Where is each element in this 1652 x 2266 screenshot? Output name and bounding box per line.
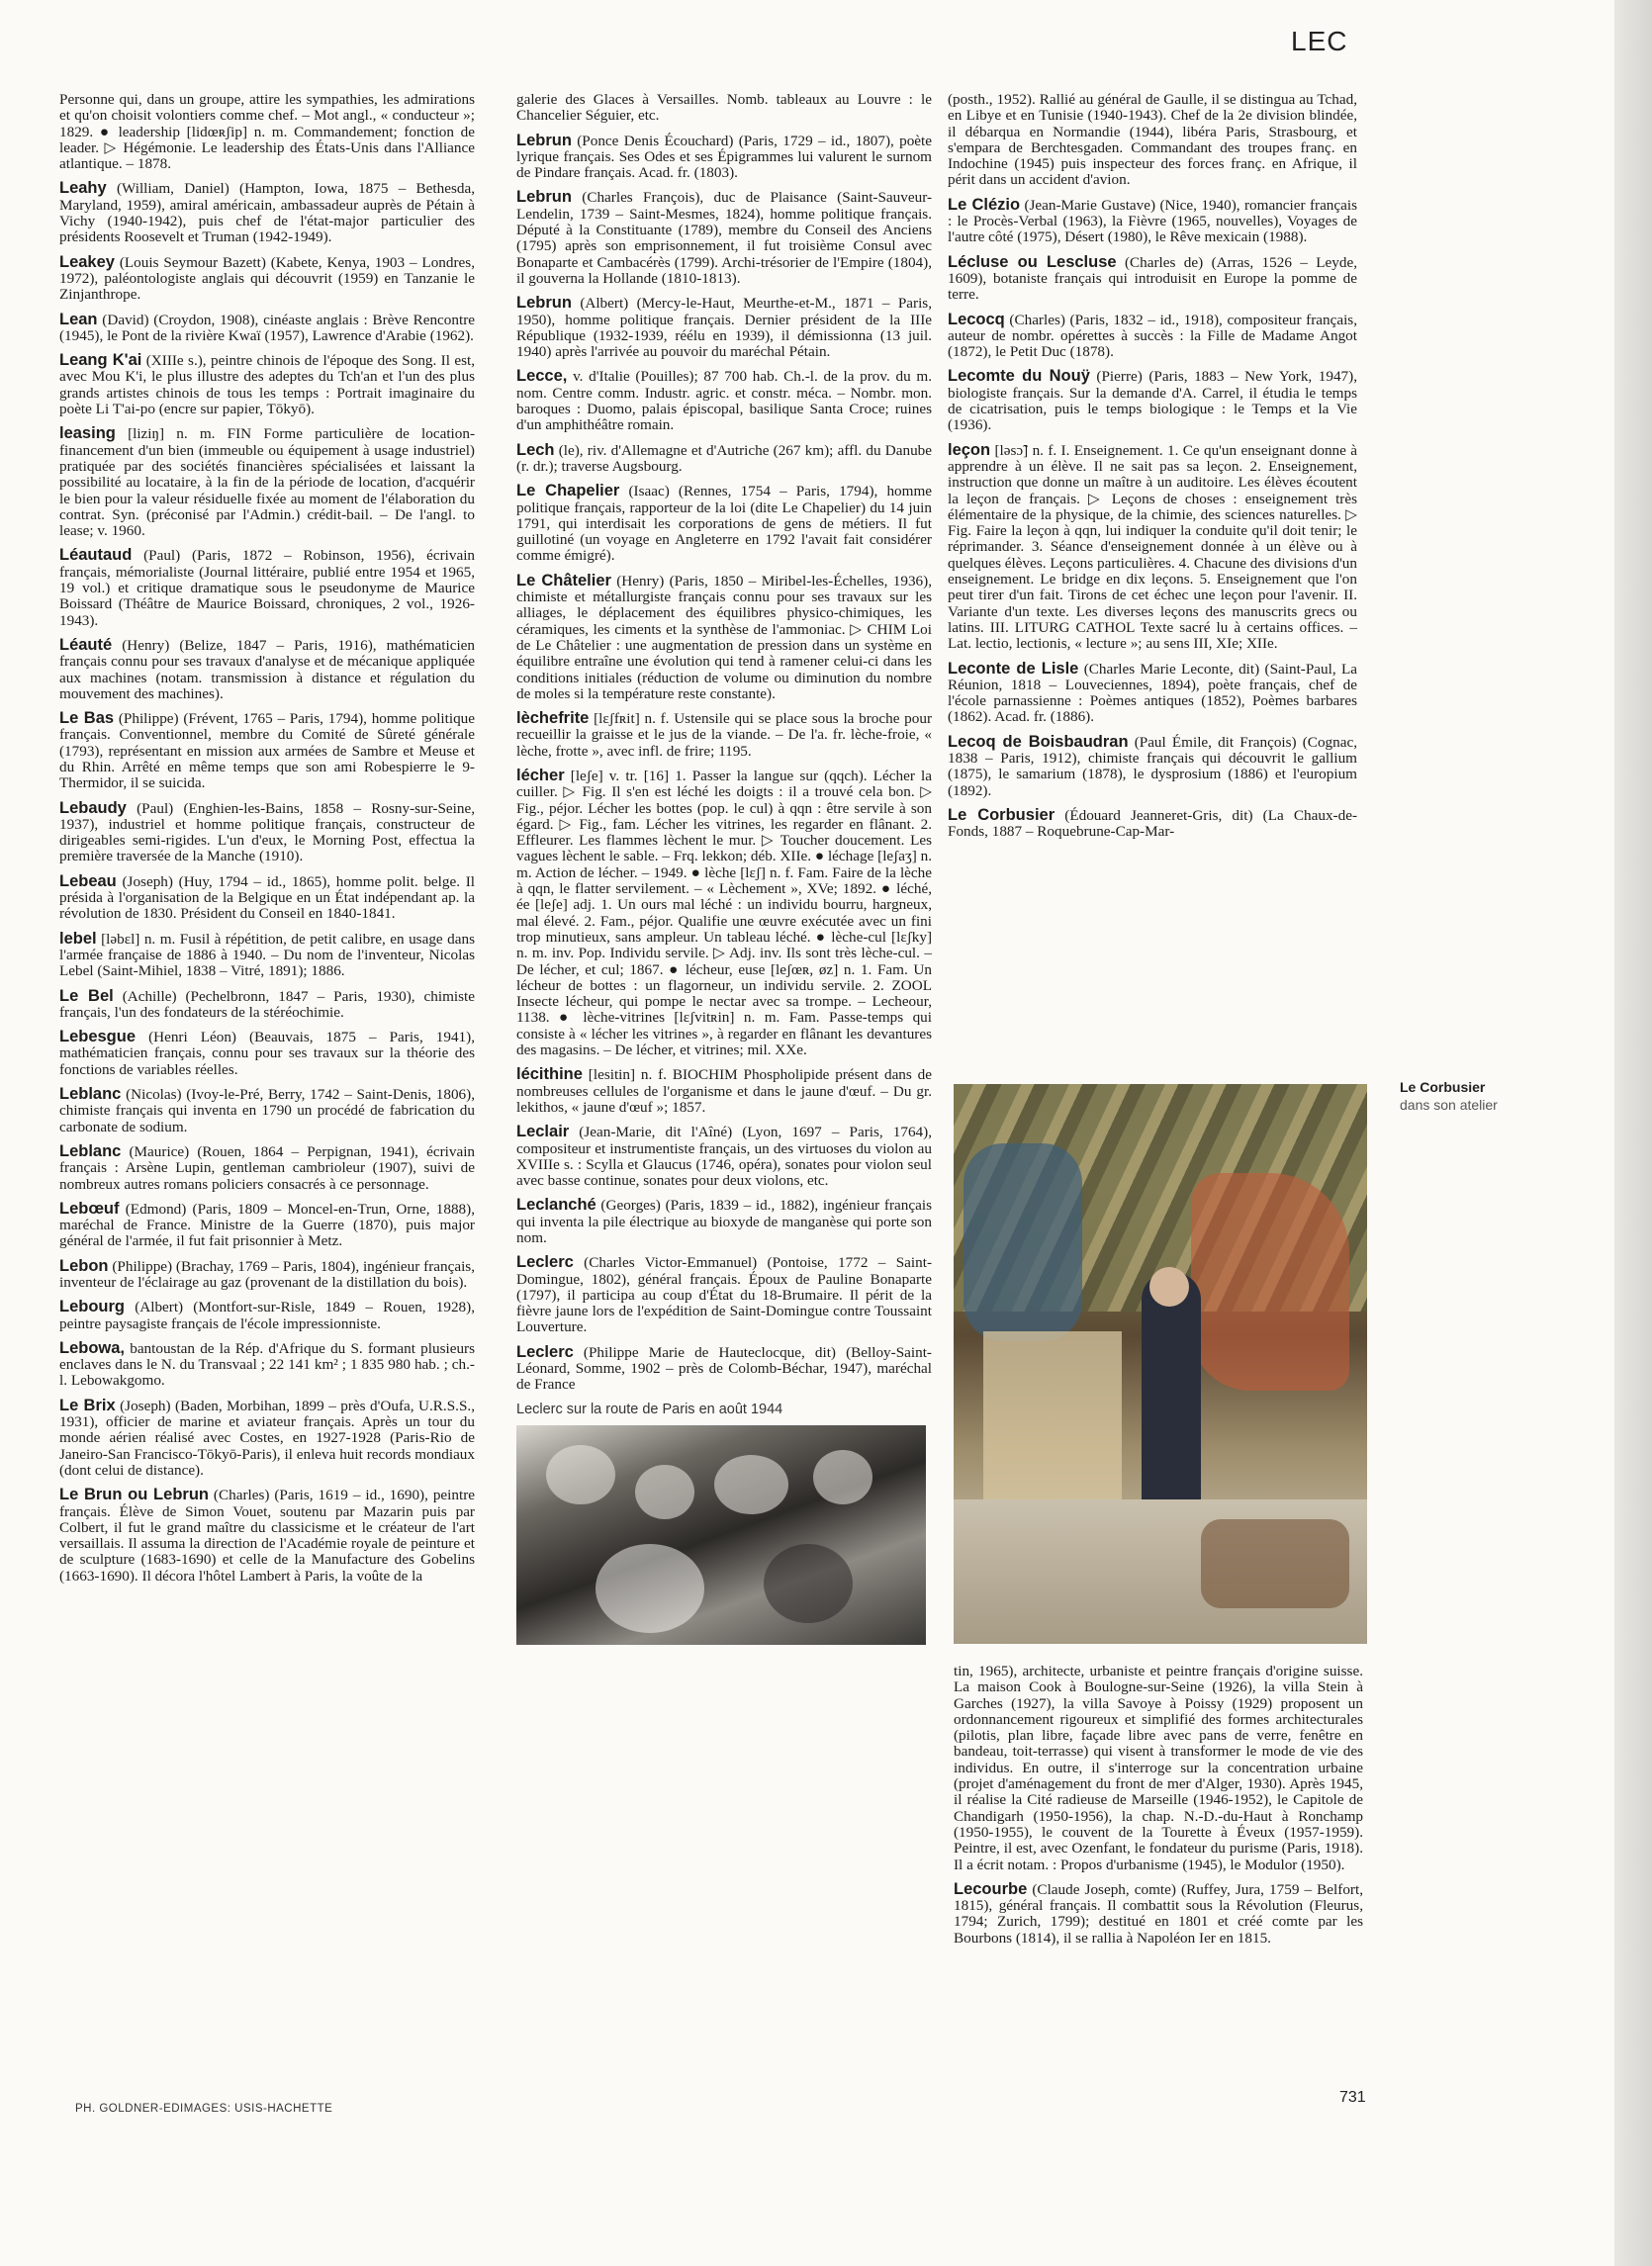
leclerc-caption-text: sur la route de Paris en août 1944 [562,1401,783,1417]
entry-definition: Personne qui, dans un groupe, attire les sympathies, les admirations et qu'on choisit volontiers comme chef. – Mot angl., « conducteur »; 1829. ● leadership [lidœʀʃip] n. m. Commandement; fonction de leader. ▷ Hégémonie. Le leadership des États-Unis dans l'Alliance atlantique. – 1878. [59,91,475,173]
dictionary-entry [516,1197,932,1246]
entry-headword: Le Bel [59,986,114,1005]
dictionary-entry [516,1066,932,1116]
dictionary-entry [954,1664,1363,1873]
entry-definition: (Claude Joseph, comte) (Ruffey, Jura, 1759 – Belfort, 1815), général français. Il combattit sous la Révolution (Fleurus, 1794; Zurich, 1799); destitué en 1801 et créé comte par les Bourbons (1814), il se rallia à Napoléon Ier en 1815. [954,1880,1363,1947]
leclerc-photo-caption [516,1402,932,1417]
dictionary-entry [516,368,932,433]
dictionary-entry [59,180,475,245]
entry-definition: (Philippe) (Frévent, 1765 – Paris, 1794), homme politique français. Conventionnel, membre du Comité de Sûreté générale (1793), représentant en mission aux armées de Sambre et Meuse et du Rhin. Arrêté en même temps que son ami Robespierre le 9-Thermidor, il se suicida. [59,710,476,792]
entry-definition: (David) (Croydon, 1908), cinéaste anglais : Brève Rencontre (1945), le Pont de la rivière Kwaï (1957), Lawrence d'Arabie (1962). [59,311,476,344]
dictionary-entry [948,661,1357,726]
entry-definition: (Philippe Marie de Hauteclocque, dit) (Belloy-Saint-Léonard, Somme, 1902 – près de Colomb-Béchar, 1947), maréchal de France [516,1343,932,1394]
entry-definition: (Albert) (Montfort-sur-Risle, 1849 – Rouen, 1928), peintre paysagiste français de l'école impressionniste. [59,1299,476,1332]
entry-headword: Lebeau [59,871,117,890]
entry-definition: (Joseph) (Huy, 1794 – id., 1865), homme polit. belge. Il présida à l'organisation de la Belgique en un État indépendant ap. la révolution de 1830. Président du Conseil en 1840-1841. [59,872,476,923]
entry-definition: (Isaac) (Rennes, 1754 – Paris, 1794), homme politique français, rapporteur de la loi (dite Le Chapelier) du 14 juin 1791, qui interdisait les corporations de gens de métiers. Il fut guillotiné (un voyage en Angleterre en 1792 l'avait fait considérer comme émigré). [516,483,932,565]
entry-definition: (Charles de) (Arras, 1526 – Leyde, 1609), botaniste français qui introduisit en Europe la pomme de terre. [948,253,1358,304]
dictionary-entry [59,1143,475,1193]
entry-definition: (Philippe) (Brachay, 1769 – Paris, 1804), ingénieur français, inventeur de l'éclairage au gaz (provenant de la distillation du bois). [59,1257,475,1291]
dictionary-entry [59,547,475,628]
dictionary-entry [59,352,475,417]
entry-headword: Leakey [59,252,115,271]
entry-headword: lebel [59,929,97,948]
dictionary-entry [516,710,932,760]
entry-headword: Lebaudy [59,798,127,817]
dictionary-entry [954,1881,1363,1947]
entry-headword: Le Brun ou Lebrun [59,1486,209,1504]
entry-definition: (Albert) (Mercy-le-Haut, Meurthe-et-M., 1871 – Paris, 1950), homme politique français. Dernier président de la IIIe République (1932-1939, réélu en 1939), il démissionna (13 juil. 1940) après l'arrivée au pouvoir du maréchal Pétain. [516,295,932,361]
dictionary-entry [516,483,932,564]
entry-definition: galerie des Glaces à Versailles. Nomb. tableaux au Louvre : le Chancelier Séguier, etc. [516,91,932,125]
dictionary-entry [516,573,932,702]
dictionary-entry [59,931,475,980]
entry-definition: (Édouard Jeanneret-Gris, dit) (La Chaux-de-Fonds, 1887 – Roquebrune-Cap-Mar- [948,806,1357,841]
dictionary-entry [59,988,475,1022]
dictionary-entry [59,800,475,865]
entry-definition: (Pierre) (Paris, 1883 – New York, 1947), biologiste français. Sur la demande d'A. Carrel, il étudia le temps de cicatrisation, puis le temps biologique : le Temps et la Vie (1936). [948,368,1357,434]
entry-headword: Lebrun [516,131,572,149]
entry-definition: (posth., 1952). Rallié au général de Gaulle, il se distingua au Tchad, en Libye et en Tunisie (1940-1943). Chef de la 2e division blindée, il débarqua en Normandie (1944), libéra Paris, Strasbourg, et s'empara de Berchtesgaden. Commandant des troupes franç. en Indochine (1945) puis inspecteur des forces franç. en Afrique, il périt dans un accident d'avion. [948,91,1357,189]
entry-headword: Lecourbe [954,1879,1028,1898]
dictionary-entry [59,873,475,923]
dictionary-entry [59,1086,475,1135]
dictionary-entry [59,1029,475,1078]
entry-definition: (Charles François), duc de Plaisance (Saint-Sauveur-Lendelin, 1739 – Saint-Mesmes, 1824), homme politique français. Député à la Constituante (1789), membre du Conseil des Anciens (1795) après son emprisonnement, il fut troisième Consul avec Bonaparte et Cambacérès (1799). Archi-trésorier de l'Empire (1804), il gouverna la Hollande (1810-1813). [516,189,933,287]
entry-headword: Le Bas [59,709,115,728]
entry-headword: leasing [59,424,116,443]
dictionary-entry [516,189,932,287]
entry-headword: lécithine [516,1065,583,1084]
column-2 [516,92,932,1645]
dictionary-entry [59,1258,475,1292]
running-header: LEC [1291,26,1348,56]
column-1 [59,92,475,1592]
entry-headword: Lech [516,440,555,459]
entry-definition: (Louis Seymour Bazett) (Kabete, Kenya, 1903 – Londres, 1972), paléontologiste anglais qui découvrit (1959) en Tanzanie le Zinjanthrope. [59,253,475,304]
entry-definition: (Charles) (Paris, 1619 – id., 1690), peintre français. Élève de Simon Vouet, soutenu par Mazarin puis par Colbert, il fut le grand maître du classicisme et le créateur de l'art versaillais. Il assuma la direction de l'Académie royale de peinture et de sculpture (1683-1690) et celle de la Manufacture des Gobelins (1663-1690). Il décora l'hôtel Lambert à Paris, la voûte de la [59,1487,476,1585]
entry-definition: (XIIIe s.), peintre chinois de l'époque des Song. Il est, avec Mou K'i, le plus illustre des adeptes du Tch'an et l'un des plus grands artistes chinois de tous les temps : Portrait imaginaire du poète Li T'ai-po (encre sur papier, Tōkyō). [59,352,475,418]
entry-headword: Leconte de Lisle [948,659,1079,678]
entry-headword: Lebrun [516,188,572,207]
entry-headword: Léautaud [59,546,133,565]
entry-definition: [lɛʃfʀit] n. f. Ustensile qui se place sous la broche pour recueillir la graisse et le jus de la viande. – De l'a. fr. lèche-froie, « lèche, frotte », avec infl. de frire; 1195. [516,710,933,760]
entry-definition: tin, 1965), architecte, urbaniste et peintre français d'origine suisse. La maison Cook à Boulogne-sur-Seine (1926), la villa Stein à Garches (1927), la villa Savoye à Poissy (1929) proposent un ordonnancement rigoureux et simplifié des formes architecturales (pilotis, plan libre, façade libre avec pans de verre, fenêtre en bandeau, toit-terrasse) qui visent à transformer le mode de vie des individus. En outre, il s'interroge sur la concentration urbaine (projet d'aménagement du front de mer d'Alger, 1930). Après 1945, il réalise la Cité radieuse de Marseille (1946-1952), le Capitole de Chandigarh (1950-1956), la chap. N.-D.-du-Haut à Ronchamp (1950-1955), le couvent de la Tourette à Éveux (1957-1959). Peintre, il est, avec Ozenfant, le fondateur du purisme (Paris, 1918). Il a écrit notam. : Propos d'urbanisme (1945), le Modulor (1950). [954,1663,1363,1873]
column-3-continued [954,1664,1363,1954]
dictionary-entry [516,1124,932,1189]
dictionary-entry [59,637,475,702]
dictionary-entry [516,295,932,360]
page-number: 731 [1339,2089,1366,2106]
dictionary-entry [948,197,1357,246]
dictionary-entry [948,734,1357,799]
entry-headword: Lecomte du Nouÿ [948,367,1090,386]
entry-headword: Le Châtelier [516,571,611,589]
entry-definition: bantoustan de la Rép. d'Afrique du S. formant plusieurs enclaves dans le N. du Transvaal ; 22 141 km² ; 1 835 980 hab. ; ch.-l. Lebowakgomo. [59,1339,476,1390]
le-corbusier-caption-title: Le Corbusier [1400,1079,1486,1095]
entry-definition: (Edmond) (Paris, 1809 – Moncel-en-Trun, Orne, 1888), maréchal de France. Ministre de la Guerre (1870), puis major général de l'armée, il fut fait prisonnier à Metz. [59,1200,476,1250]
dictionary-entry [516,1344,932,1394]
dictionary-entry [59,92,475,172]
entry-definition: (Jean-Marie Gustave) (Nice, 1940), romancier français : le Procès-Verbal (1963), la Fièvre (1965, nouvelles), Voyages de l'autre côté (1975), Désert (1980), le Rêve mexicain (1988). [948,196,1358,246]
dictionary-entry [948,312,1357,361]
dictionary-entry [516,768,932,1058]
dictionary-entry [948,92,1357,189]
entry-headword: Leblanc [59,1141,122,1160]
entry-definition: (Ponce Denis Écouchard) (Paris, 1729 – id., 1807), poète lyrique français. Ses Odes et ses Épigrammes lui valurent le surnom de Pindare français. Acad. fr. (1803). [516,132,932,182]
dictionary-entry [59,312,475,345]
entry-definition: [leʃe] v. tr. [16] 1. Passer la langue sur (qqch). Lécher la cuiller. ▷ Fig. Il s'en est léché les doigts : il a trouvé cela bon. ▷ Fig., péjor. Lécher les bottes (pop. le cul) à qqn : être servile à son égard. ▷ Fig., fam. Lécher les vitrines, les regarder en flânant. 2. Effleurer. Les flammes lèchent le mur. ▷ Toucher doucement. Les vagues lèchent le sable. – Frq. lekkon; déb. XIIe. ● léchage [leʃaʒ] n. m. Action de lécher. – 1949. ● lèche [lɛʃ] n. f. Fam. Faire de la lèche à qqn, le flatter servilement. – « Lèchement », XVe; 1892. ● léché, ée [leʃe] adj. 1. Un ours mal léché : un individu bourru, hargneux, mal élevé. 2. Fam., péjor. Qualifie une œuvre exécutée avec un fini trop minutieux, sans ampleur. Un tableau léché. ● lèche-cul [lɛʃky] n. m. inv. Pop. Individu servile. ▷ Adj. inv. Ils sont très lèche-cul. – De lécher, et cul; 1867. ● lécheur, euse [leʃœʀ, øz] n. 1. Fam. Un lécheur de bottes : un flagorneur, un individu servile. 2. ZOOL Insecte lécheur, qui pompe le nectar avec sa trompe. – Lecheour, 1138. ● lèche-vitrines [lɛʃvitʀin] n. m. Fam. Passe-temps qui consiste à « lécher les vitrines », à regarder en flânant les devantures des magasins. – De lécher, et vitrines; mil. XXe. [516,767,932,1059]
dictionary-entry [59,1487,475,1585]
dictionary-entry [516,92,932,125]
entry-headword: lécher [516,766,565,784]
le-corbusier-caption [1400,1078,1607,1114]
dictionary-entry [59,1398,475,1479]
entry-definition: [liziŋ] n. m. FIN Forme particulière de location-financement d'un bien (immeuble ou équipement à usage industriel) pratiquée par des sociétés financières spécialisées et laissant la possibilité au locataire, à la fin de la période de location, d'acquérir le bien pour la valeur résiduelle fixée au moment de l'élaboration du contrat. Syn. (préconisé par l'Admin.) crédit-bail. – De l'angl. to lease; v. 1960. [59,425,475,540]
dictionary-entry [59,710,475,791]
le-corbusier-photo [954,1084,1367,1644]
column-3 [948,92,1357,848]
entry-headword: Leclerc [516,1253,574,1272]
entry-headword: Leclair [516,1123,570,1141]
entry-headword: Le Corbusier [948,805,1055,824]
entry-headword: Lean [59,310,98,328]
entry-definition: (Henry) (Paris, 1850 – Miribel-les-Échelles, 1936), chimiste et métallurgiste français connu pour ses travaux sur les alliages, le déplacement des équilibres physico-chimiques, les céramiques, les ciments et la synthèse de l'ammoniac. ▷ CHIM Loi de Le Châtelier : une augmentation de pression dans un système en équilibre entraîne une évolution qui tend à ramener celui-ci dans les conditions initiales (réduction de volume ou diminution du nombre de moles si la température reste constante). [516,572,933,702]
entry-headword: Le Chapelier [516,482,620,500]
entry-definition: [ləsɔ̃] n. f. I. Enseignement. 1. Ce qu'un enseignant donne à apprendre à un élève. Il ne sait pas sa leçon. 2. Enseignement, instruction que donne un maître à un auditoire. Les élèves écoutent la leçon de français. ▷ Leçons de choses : enseignement très élémentaire de la physique, de la chimie, des sciences naturelles. ▷ Fig. Faire la leçon à qqn, lui indiquer la conduite qu'il doit tenir; le réprimander. 3. Séance d'enseignement donnée à un élève ou à quelques élèves. Leçons particulières. 4. Chacune des divisions d'un enseignement. Le bridge en dix leçons. 5. Enseignement que l'on peut tirer d'un fait. Tirons de cet échec une leçon pour l'avenir. II. Variante d'un texte. Les diverses leçons des manuscrits grecs ou latins. III. LITURG CATHOL Texte sacré lu à certains offices. – Lat. lectio, lectionis, « lecture »; au sens III, XIe; XIIe. [948,441,1358,653]
entry-headword: Lebourg [59,1298,125,1316]
entry-headword: lèchefrite [516,709,590,728]
entry-definition: (Achille) (Pechelbronn, 1847 – Paris, 1930), chimiste français, l'un des fondateurs de la stéréochimie. [59,987,475,1021]
dictionary-entry [516,1254,932,1335]
entry-headword: Le Clézio [948,195,1021,214]
entry-definition: (Paul) (Enghien-les-Bains, 1858 – Rosny-sur-Seine, 1937), industriel et homme politique français, constructeur de dirigeables semi-rigides. L'un d'eux, le Morning Post, effectua la première traversée de la Manche (1910). [59,799,476,865]
entry-headword: Lecocq [948,310,1005,328]
dictionary-entry [948,807,1357,841]
entry-headword: Leblanc [59,1085,122,1104]
entry-definition: (Paul Émile, dit François) (Cognac, 1838 – Paris, 1912), chimiste français qui découvrit le gallium (1875), le samarium (1878), le dysprosium (1886) et l'europium (1892). [948,733,1357,799]
entry-definition: (Nicolas) (Ivoy-le-Pré, Berry, 1742 – Saint-Denis, 1806), chimiste français qui inventa en 1790 un procédé de fabrication du carbonate de sodium. [59,1086,475,1135]
entry-definition: (Paul) (Paris, 1872 – Robinson, 1956), écrivain français, mémorialiste (Journal littéraire, publié entre 1954 et 1965, 19 vol.) et critique dramatique sous le pseudonyme de Maurice Boissard (Théâtre de Maurice Boissard, chroniques, 2 vol., 1926-1943). [59,547,476,629]
dictionary-entry [59,1299,475,1332]
entry-definition: (Charles) (Paris, 1832 – id., 1918), compositeur français, auteur de nombr. opérettes à succès : la Fille de Madame Angot (1872), le Petit Duc (1878). [948,311,1358,361]
dictionary-entry [59,1340,475,1390]
dictionary-entry [59,1201,475,1250]
entry-headword: leçon [948,440,991,459]
entry-headword: Leclanché [516,1196,597,1215]
leclerc-photo [516,1425,926,1645]
dictionary-entry [516,442,932,476]
entry-headword: Lebesgue [59,1028,137,1046]
dictionary-entry [948,368,1357,433]
entry-definition: (Joseph) (Baden, Morbihan, 1899 – près d'Oufa, U.R.S.S., 1931), officier de marine et aviateur français. Après un tour du monde aérien réalisé avec Costes, en 1927-1928 (Paris-Rio de Janeiro-San Francisco-Tōkyō-Paris), il enleva huit records mondiaux (dont celui de distance). [59,1397,476,1479]
entry-headword: Lebœuf [59,1199,120,1218]
entry-definition: (le), riv. d'Allemagne et d'Autriche (267 km); affl. du Danube (r. dr.); traverse Augsbourg. [516,441,932,475]
entry-headword: Le Brix [59,1396,116,1414]
entry-definition: (Henry) (Belize, 1847 – Paris, 1916), mathématicien français connu pour ses travaux d'analyse et de mécanique appliquée aux machines (notam. transmission à distance et régulation du mouvement des machines). [59,636,475,702]
entry-headword: Lecce, [516,367,568,386]
entry-definition: (Georges) (Paris, 1839 – id., 1882), ingénieur français qui inventa la pile électrique au bioxyde de manganèse qui porte son nom. [516,1197,932,1246]
page-edge-shadow [1614,0,1652,2266]
dictionary-entry [59,425,475,539]
entry-definition: (Henri Léon) (Beauvais, 1875 – Paris, 1941), mathématicien français, connu pour ses travaux sur la théorie des fonctions de variables réelles. [59,1029,476,1078]
entry-headword: Leahy [59,179,107,198]
leclerc-caption-name: Leclerc [516,1401,563,1417]
entry-headword: Lebowa, [59,1338,126,1357]
entry-headword: Leang K'ai [59,351,142,370]
photo-credit: PH. GOLDNER-EDIMAGES: USIS-HACHETTE [75,2103,333,2115]
entry-definition: (William, Daniel) (Hampton, Iowa, 1875 – Bethesda, Maryland, 1959), amiral américain, ambassadeur auprès de Pétain à Vichy (1940-1942), puis chef de l'état-major particulier des présidents Roosevelt et Truman (1942-1949). [59,180,476,246]
dictionary-entry [948,442,1357,653]
entry-definition: [lesitin] n. f. BIOCHIM Phospholipide présent dans de nombreuses cellules de l'organisme et dans le jaune d'œuf. – Du gr. lekithos, « jaune d'œuf »; 1857. [516,1066,932,1116]
dictionary-entry [59,254,475,304]
entry-definition: [ləbɛl] n. m. Fusil à répétition, de petit calibre, en usage dans l'armée française de 1886 à 1940. – Du nom de l'inventeur, Nicolas Lebel (Saint-Mihiel, 1838 – Vitré, 1891); 1886. [59,930,475,980]
entry-headword: Lecoq de Boisbaudran [948,732,1129,751]
le-corbusier-caption-subtitle: dans son atelier [1400,1097,1498,1113]
entry-headword: Lécluse ou Lescluse [948,252,1117,271]
entry-headword: Lebon [59,1256,109,1275]
dictionary-entry [948,254,1357,304]
entry-definition: (Maurice) (Rouen, 1864 – Perpignan, 1941), écrivain français : Arsène Lupin, gentleman cambrioleur (1907), suivi de nombreux autres romans policiers consacrés à ce personnage. [59,1142,476,1193]
entry-definition: (Charles Victor-Emmanuel) (Pontoise, 1772 – Saint-Domingue, 1802), général français. Époux de Pauline Bonaparte (1797), il participa au coup d'État du 18-Brumaire. Il périt de la fièvre jaune lors de l'expédition de Saint-Domingue contre Toussaint Louverture. [516,1254,932,1336]
entry-headword: Leclerc [516,1342,574,1361]
dictionary-entry [516,133,932,182]
entry-headword: Lebrun [516,294,572,313]
entry-definition: (Jean-Marie, dit l'Aîné) (Lyon, 1697 – Paris, 1764), compositeur et instrumentiste français, un des virtuoses du violon au XVIIIe s. : Scylla et Glaucus (1746, opéra), sonates pour violon seul avec basse continue, sonates pour deux violons, etc. [516,1124,932,1190]
entry-definition: v. d'Italie (Pouilles); 87 700 hab. Ch.-l. de la prov. du m. nom. Centre comm. Industr. agric. et constr. méca. – Nombr. mon. baroques : Duomo, palais épiscopal, basilique Santa Croce; ruines d'un amphithéâtre romain. [516,368,932,434]
entry-headword: Léauté [59,635,113,654]
entry-definition: (Charles Marie Leconte, dit) (Saint-Paul, La Réunion, 1818 – Louveciennes, 1894), poète français, chef de l'école parnassienne : Poèmes antiques (1852), Poèmes barbares (1862). Acad. fr. (1886). [948,660,1357,726]
